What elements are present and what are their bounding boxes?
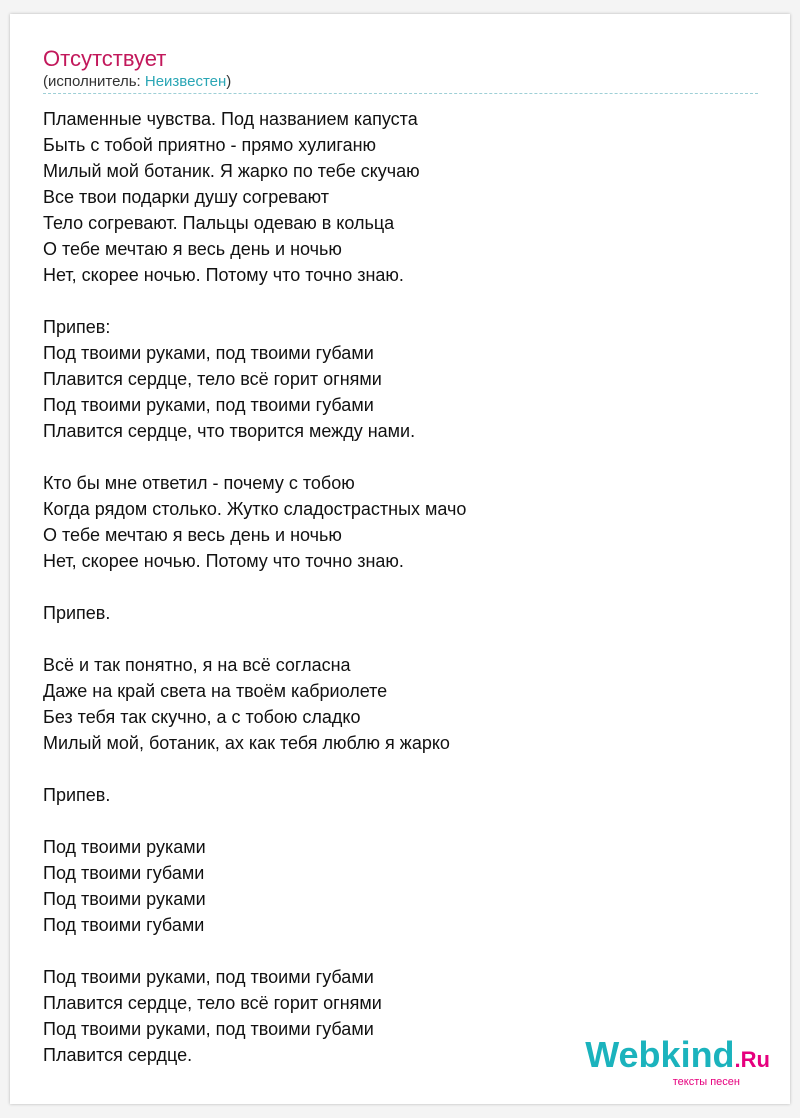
lyric-line: Милый мой, ботаник, ах как тебя люблю я жарко xyxy=(43,733,450,753)
lyric-line xyxy=(43,938,758,964)
lyric-line: Под твоими руками, под твоими губами xyxy=(43,967,374,987)
lyric-line: Под твоими руками xyxy=(43,889,206,909)
lyric-line: Быть с тобой приятно - прямо хулиганю xyxy=(43,135,377,155)
logo-wordmark: Webkind xyxy=(585,1034,735,1075)
lyrics-body xyxy=(43,106,758,1068)
lyric-line xyxy=(43,626,758,652)
site-logo[interactable] xyxy=(585,1034,770,1088)
artist-link[interactable]: Неизвестен xyxy=(144,73,227,90)
lyrics-page xyxy=(10,14,790,1104)
lyric-line: Припев. xyxy=(43,603,111,623)
lyric-line: Тело согревают. Пальцы одеваю в кольца xyxy=(43,213,395,233)
lyric-line: Под твоими руками, под твоими губами xyxy=(43,343,374,363)
lyric-line: Под твоими губами xyxy=(43,915,205,935)
lyric-line: Под твоими руками xyxy=(43,837,206,857)
divider xyxy=(43,93,758,94)
lyric-line xyxy=(43,756,758,782)
lyric-line: Милый мой ботаник. Я жарко по тебе скучаю xyxy=(43,161,420,181)
lyric-line: Все твои подарки душу согревают xyxy=(43,187,329,207)
lyric-line xyxy=(43,574,758,600)
lyric-line: Припев: xyxy=(43,317,111,337)
lyric-line: Под твоими губами xyxy=(43,863,205,883)
lyric-line: О тебе мечтаю я весь день и ночью xyxy=(43,525,342,545)
lyric-line xyxy=(43,808,758,834)
lyric-line: Под твоими руками, под твоими губами xyxy=(43,395,374,415)
logo-tagline: тексты песен xyxy=(672,1076,740,1088)
lyric-line: Плавится сердце, тело всё горит огнями xyxy=(43,993,382,1013)
lyric-line: Кто бы мне ответил - почему с тобою xyxy=(43,473,355,493)
lyric-line: Плавится сердце, что творится между нами. xyxy=(43,421,416,441)
lyric-line: Пламенные чувства. Под названием капуста xyxy=(43,109,418,129)
song-title: Отсутствует xyxy=(43,46,167,71)
lyric-line: Когда рядом столько. Жутко сладострастных мачо xyxy=(43,499,467,519)
artist-suffix: ) xyxy=(226,73,232,90)
lyric-line: Припев. xyxy=(43,785,111,805)
lyric-line: Даже на край света на твоём кабриолете xyxy=(43,681,388,701)
lyric-line xyxy=(43,444,758,470)
lyric-line: Без тебя так скучно, а с тобою сладко xyxy=(43,707,361,727)
lyric-line: Всё и так понятно, я на всё согласна xyxy=(43,655,351,675)
lyric-line xyxy=(43,288,758,314)
lyric-line: Нет, скорее ночью. Потому что точно знаю. xyxy=(43,265,404,285)
lyric-line: Нет, скорее ночью. Потому что точно знаю. xyxy=(43,551,404,571)
artist-prefix: (исполнитель: xyxy=(43,73,145,90)
lyric-line: Под твоими руками, под твоими губами xyxy=(43,1019,374,1039)
logo-domain: .Ru xyxy=(734,1047,770,1072)
lyric-line: Плавится сердце. xyxy=(43,1045,193,1065)
artist-line xyxy=(43,73,231,90)
lyric-line: Плавится сердце, тело всё горит огнями xyxy=(43,369,382,389)
lyric-line: О тебе мечтаю я весь день и ночью xyxy=(43,239,342,259)
